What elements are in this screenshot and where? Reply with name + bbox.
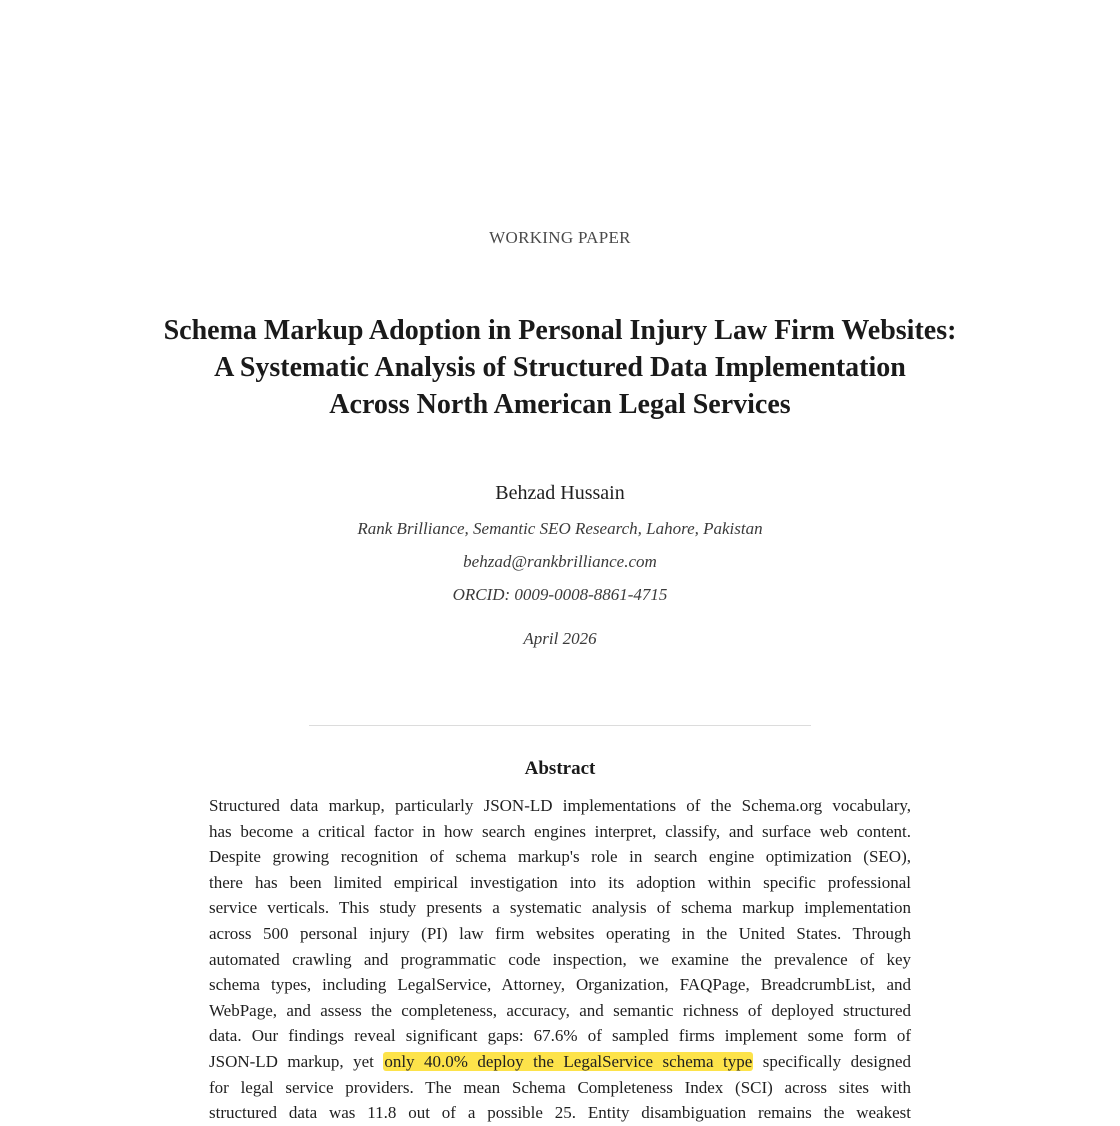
abstract-line: Despite growing recognition of schema markup's role in search engine optimization (SEO), bbox=[209, 847, 911, 867]
author-orcid: ORCID: 0009-0008-8861-4715 bbox=[452, 585, 668, 604]
abstract-line-highlighted bbox=[209, 1049, 911, 1075]
abstract-heading: Abstract bbox=[524, 758, 596, 779]
title-line: Schema Markup Adoption in Personal Injury Law Firm Websites: bbox=[163, 315, 957, 346]
abstract-line: structured data was 11.8 out of a possible 25. Entity disambiguation remains the weakest bbox=[209, 1103, 911, 1123]
paper-title bbox=[0, 312, 1120, 423]
title-line: A Systematic Analysis of Structured Data Implementation bbox=[214, 352, 906, 383]
abstract-line: service verticals. This study presents a systematic analysis of schema markup implementation bbox=[209, 898, 911, 918]
abstract-line: for legal service providers. The mean Schema Completeness Index (SCI) across sites with bbox=[209, 1077, 911, 1097]
author-email: behzad@rankbrilliance.com bbox=[463, 552, 657, 571]
publication-date: April 2026 bbox=[523, 629, 597, 648]
abstract-line: Structured data markup, particularly JSON-LD implementations of the Schema.org vocabulary, bbox=[209, 796, 911, 815]
highlight-after-text: specifically designed bbox=[753, 1051, 911, 1071]
abstract-line: WebPage, and assess the completeness, accuracy, and semantic richness of deployed structured bbox=[209, 1000, 911, 1020]
abstract-body bbox=[209, 793, 911, 1126]
abstract-line: across 500 personal injury (PI) law firm websites operating in the United States. Through bbox=[209, 923, 911, 943]
highlighted-text: only 40.0% deploy the LegalService schema type bbox=[384, 1051, 753, 1071]
abstract-line: data. Our findings reveal significant gaps: 67.6% of sampled firms implement some form of bbox=[209, 1026, 911, 1046]
highlight-before-text: JSON-LD markup, yet bbox=[209, 1051, 384, 1071]
abstract-line: automated crawling and programmatic code inspection, we examine the prevalence of key bbox=[209, 949, 911, 969]
working-paper-label: WORKING PAPER bbox=[489, 228, 631, 247]
title-line: Across North American Legal Services bbox=[329, 389, 791, 420]
abstract-line: there has been limited empirical investigation into its adoption within specific professional bbox=[209, 872, 911, 892]
author-affiliation: Rank Brilliance, Semantic SEO Research, Lahore, Pakistan bbox=[357, 519, 763, 538]
abstract-line: has become a critical factor in how search engines interpret, classify, and surface web content. bbox=[209, 821, 911, 841]
section-divider bbox=[309, 725, 811, 726]
abstract-line: schema types, including LegalService, Attorney, Organization, FAQPage, BreadcrumbList, and bbox=[209, 975, 911, 995]
author-name: Behzad Hussain bbox=[495, 482, 625, 504]
